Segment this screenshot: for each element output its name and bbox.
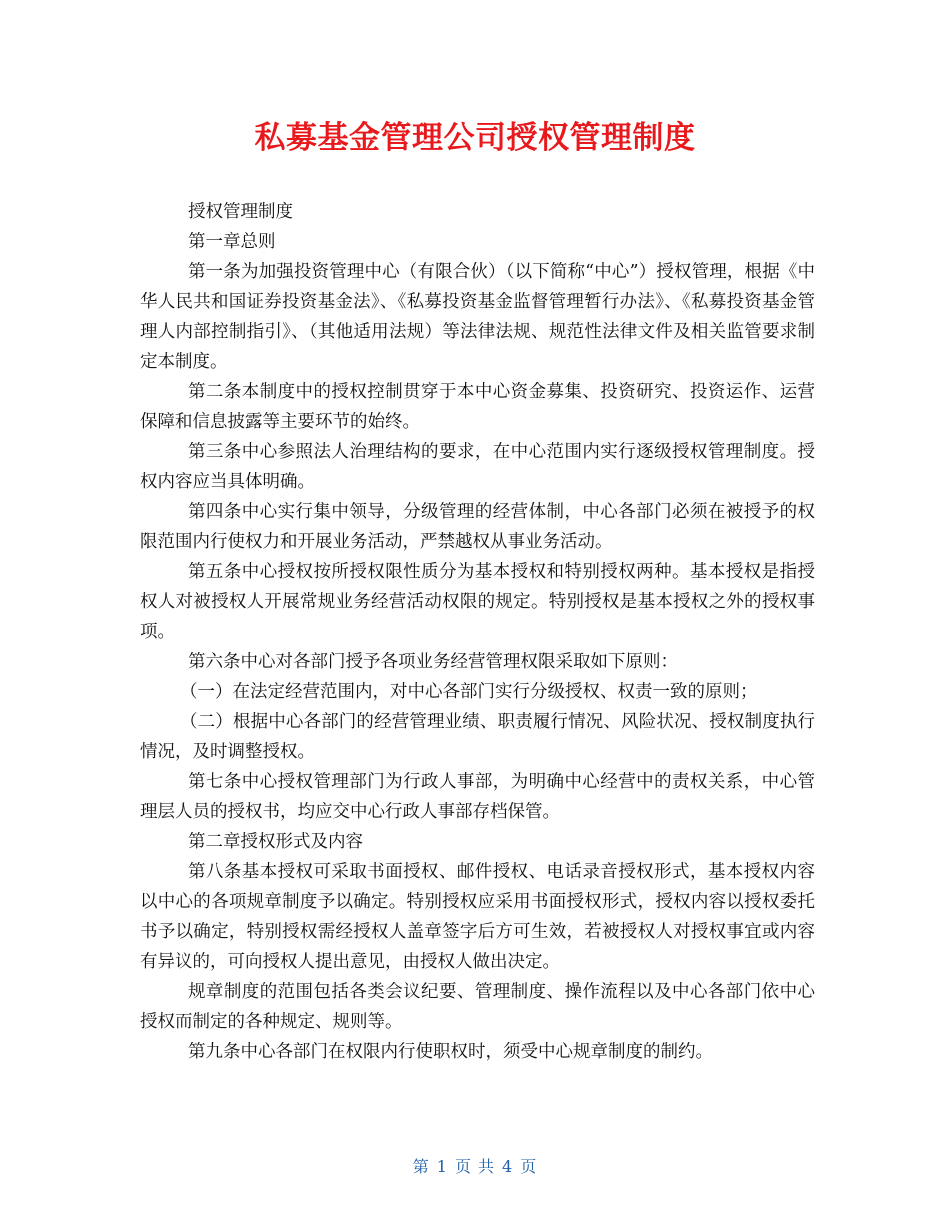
paragraph: 规章制度的范围包括各类会议纪要、管理制度、操作流程以及中心各部门依中心授权而制定的各种规定、规则等。 xyxy=(140,982,815,1032)
page-number: 1 xyxy=(436,1157,448,1176)
paragraph: 授权管理制度 xyxy=(188,202,293,222)
list-item: （二）根据中心各部门的经营管理业绩、职责履行情况、风险状况、授权制度执行情况，及时调整授权。 xyxy=(140,712,815,762)
chapter-heading: 第一章总则 xyxy=(188,232,276,252)
page-footer xyxy=(0,1154,950,1177)
paragraph: 第七条中心授权管理部门为行政人事部，为明确中心经营中的责权关系，中心管理层人员的授权书，均应交中心行政人事部存档保管。 xyxy=(140,772,815,822)
paragraph: 第九条中心各部门在权限内行使职权时，须受中心规章制度的制约。 xyxy=(188,1042,713,1062)
footer-middle: 页 共 xyxy=(454,1157,496,1176)
paragraph: 第二条本制度中的授权控制贯穿于本中心资金募集、投资研究、投资运作、运营保障和信息披露等主要环节的始终。 xyxy=(140,382,815,432)
document-body xyxy=(140,197,815,1067)
paragraph: 第四条中心实行集中领导，分级管理的经营体制，中心各部门必须在被授予的权限范围内行使权力和开展业务活动，严禁越权从事业务活动。 xyxy=(140,502,815,552)
paragraph: 第一条为加强投资管理中心（有限合伙）（以下简称“中心”）授权管理，根据《中华人民共和国证券投资基金法》、《私募投资基金监督管理暂行办法》、《私募投资基金管理人内部控制指引》、（其他适用法规）等法律法规、规范性法律文件及相关监管要求制定本制度。 xyxy=(140,262,815,372)
document-title: 私募基金管理公司授权管理制度 xyxy=(254,120,696,156)
footer-prefix: 第 xyxy=(412,1157,430,1176)
page-total: 4 xyxy=(502,1157,514,1176)
paragraph: 第八条基本授权可采取书面授权、邮件授权、电话录音授权形式，基本授权内容以中心的各项规章制度予以确定。特别授权应采用书面授权形式，授权内容以授权委托书予以确定，特别授权需经授权人盖章签字后方可生效，若被授权人对授权事宜或内容有异议的，可向授权人提出意见，由授权人做出决定。 xyxy=(140,862,815,972)
paragraph: 第五条中心授权按所授权限性质分为基本授权和特别授权两种。基本授权是指授权人对被授权人开展常规业务经营活动权限的规定。特别授权是基本授权之外的授权事项。 xyxy=(140,562,815,642)
chapter-heading: 第二章授权形式及内容 xyxy=(188,832,363,852)
paragraph: 第三条中心参照法人治理结构的要求，在中心范围内实行逐级授权管理制度。授权内容应当具体明确。 xyxy=(140,442,815,492)
footer-suffix: 页 xyxy=(520,1157,538,1176)
list-item: （一）在法定经营范围内，对中心各部门实行分级授权、权责一致的原则； xyxy=(180,682,758,702)
paragraph: 第六条中心对各部门授予各项业务经营管理权限采取如下原则： xyxy=(188,652,678,672)
